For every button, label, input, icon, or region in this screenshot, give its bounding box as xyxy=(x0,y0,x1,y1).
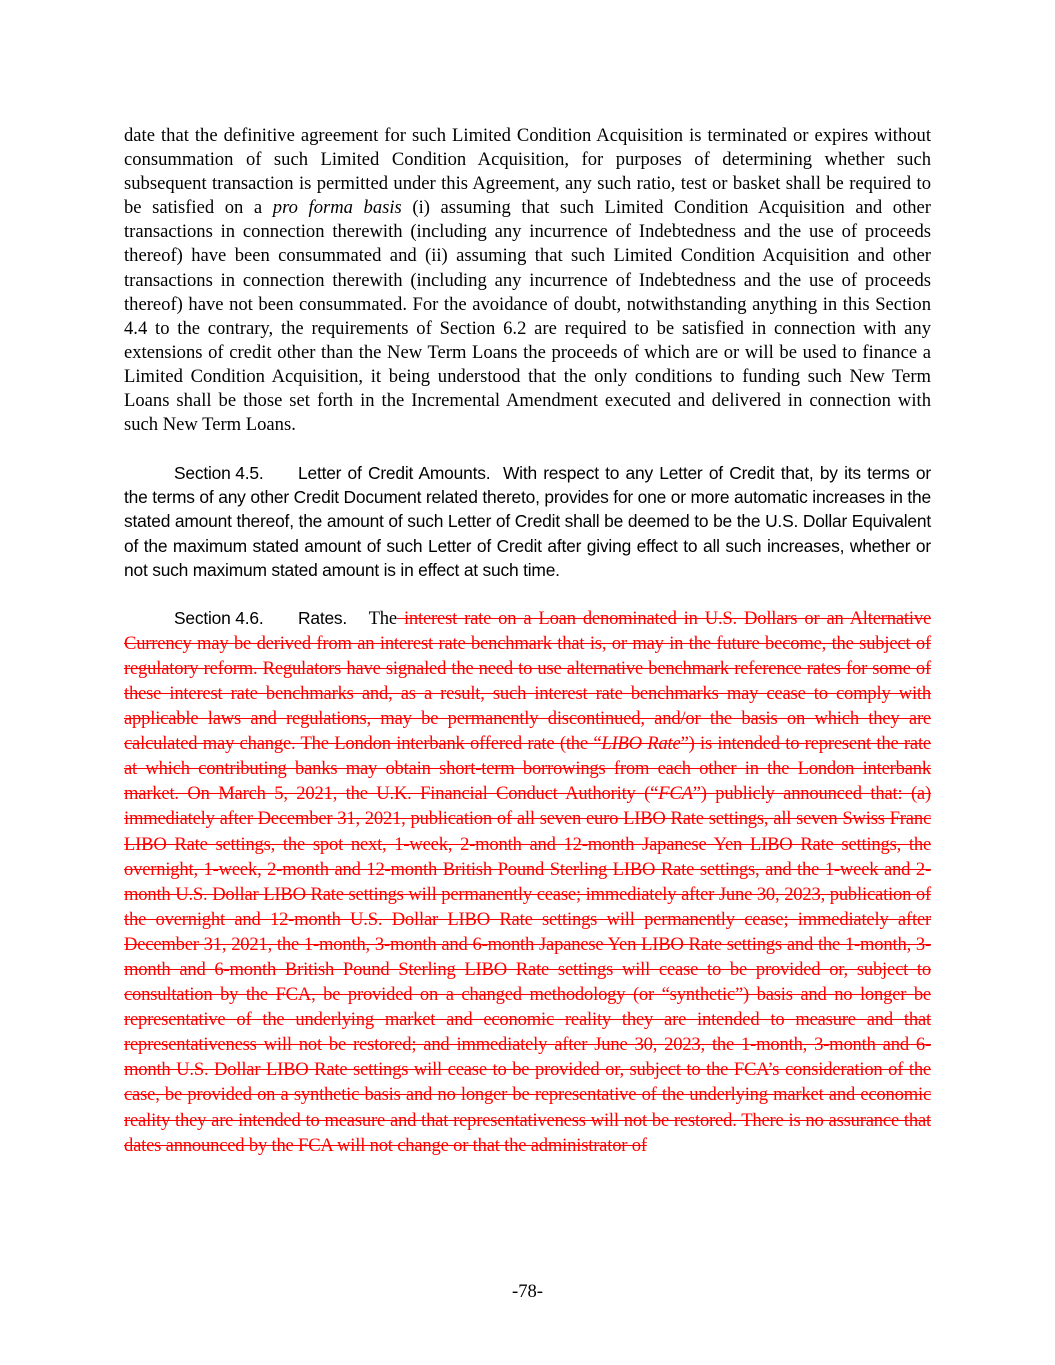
page-number: -78- xyxy=(512,1281,543,1302)
section-heading: Letter of Credit Amounts. xyxy=(298,463,491,484)
section-number: Section 4.6. xyxy=(174,607,264,628)
deleted-text xyxy=(124,608,931,1156)
paragraph-text-cont: (i) assuming that such Limited Condition Acquisition and other transactions in connection therewith (including any incurrence of Indebtedness and the use of proceeds thereof) have been consummated and (ii) assuming that such Limited Condition Acquisition and other transactions in connection therewith (including any incurrence of Indebtedness and the use of proceeds thereof) have not been consummated. For the avoidance of doubt, notwithstanding anything in this Section 4.4 to the contrary, the requirements of Section 6.2 are required to be satisfied in connection with any extensions of credit other than the New Term Loans the proceeds of which are or will be used to finance a Limited Condition Acquisition, it being understood that the only conditions to funding such New Term Loans shall be those set forth in the Incremental Amendment executed and delivered in connection with such New Term Loans. xyxy=(124,197,931,436)
page-body xyxy=(124,124,931,1158)
deleted-text-part: ”) publicly announced that: (a) immediately after December 31, 2021, publication of all seven euro LIBO Rate settings, all seven Swiss Franc LIBO Rate settings, the spot next, 1-week, 2-month and 12-month Japanese Yen LIBO Rate settings, the overnight, 1-week, 2-month and 12-month British Pound Sterling LIBO Rate settings, and the 1-week and 2-month U.S. Dollar LIBO Rate settings will permanently cease; immediately after June 30, 2023, publication of the overnight and 12-month U.S. Dollar LIBO Rate settings will permanently cease; immediately after December 31, 2021, the 1-month, 3-month and 6-month Japanese Yen LIBO Rate settings and the 1-month, 3-month and 6-month British Pound Sterling LIBO Rate settings will cease to be provided or, subject to consultation by the FCA, be provided on a changed methodology (or “synthetic”) basis and no longer be representative of the underlying market and economic reality they are intended to measure and that representativeness will not be restored; and immediately after June 30, 2023, the 1-month, 3-month and 6-month U.S. Dollar LIBO Rate settings will cease to be provided or, subject to the FCA’s consideration of the case, be provided on a synthetic basis and no longer be representative of the underlying market and economic reality they are intended to measure and that representativeness will not be restored. There is no assurance that dates announced by the FCA will not change or that the administrator of xyxy=(124,783,931,1156)
section-number: Section 4.5. xyxy=(174,463,264,484)
continuation-paragraph xyxy=(124,124,931,437)
deleted-text-part: ”) is intended to represent the rate at which contributing banks may obtain short-term borrowings from each other in the London interbank market. On March 5, 2021, the U.K. Financial Conduct Authority (“ xyxy=(124,733,931,805)
pro-forma-italic: pro forma basis xyxy=(272,197,402,219)
deleted-italic-term: FCA xyxy=(658,783,693,805)
section-4-6 xyxy=(124,606,931,1158)
deleted-text-part: interest rate on a Loan denominated in U.S. Dollars or an Alternative Currency may be derived from an interest rate benchmark that is, or may in the future become, the subject of regulatory reform. Regulators have signaled the need to use alternative benchmark reference rates for some of these interest rate benchmarks and, as a result, such interest rate benchmarks may cease to comply with applicable laws and regulations, may be permanently discontinued, and/or the basis on which they are calculated may change. The London interbank offered rate (the “ xyxy=(124,607,932,755)
section-heading: Rates. xyxy=(298,607,348,628)
section-4-5 xyxy=(124,461,931,581)
deleted-italic-term: LIBO Rate xyxy=(601,733,681,755)
section-body: With respect to any Letter of Credit that, by its terms or the terms of any other Credit Document related thereto, provides for one or more automatic increases in the stated amount thereof, the amount of such Letter of Credit shall be deemed to be the U.S. Dollar Equivalent of the maximum stated amount of such Letter of Credit after giving effect to all such increases, whether or not such maximum stated amount is in effect at such time. xyxy=(124,463,931,580)
retained-text: The xyxy=(368,607,397,629)
paragraph-text: date that the definitive agreement for such Limited Condition Acquisition is terminated or expires without consummation of such Limited Condition Acquisition, for purposes of determining whether such subsequent transaction is permitted under this Agreement, any such ratio, test or basket shall be required to be satisfied on a xyxy=(124,125,931,219)
